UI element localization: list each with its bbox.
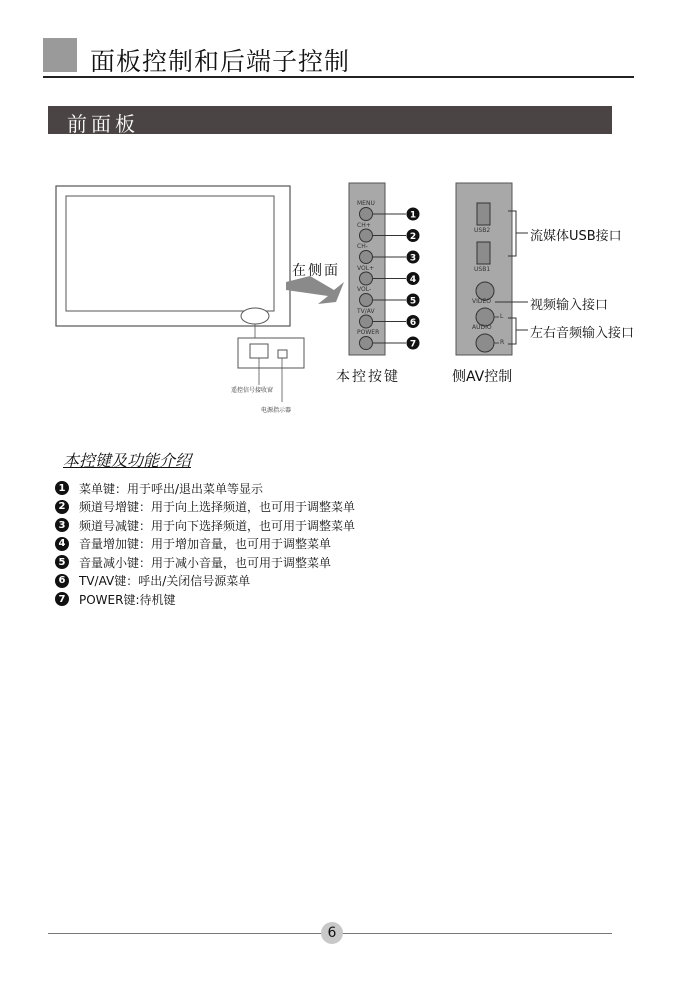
arrow-icon bbox=[286, 276, 344, 304]
audio-r-label: R bbox=[500, 339, 505, 346]
function-text: TV/AV键：呼出/关闭信号源菜单 bbox=[79, 574, 251, 588]
usb-callout: 流媒体USB接口 bbox=[530, 229, 622, 244]
panel-button-1 bbox=[360, 208, 373, 221]
panel-caption: 本控按键 bbox=[336, 369, 400, 385]
function-item bbox=[55, 516, 355, 534]
panel-button-4 bbox=[360, 272, 373, 285]
remote-receiver-label: 遥控信号接收窗 bbox=[231, 387, 274, 394]
function-text: 音量增加键：用于增加音量，也可用于调整菜单 bbox=[79, 537, 332, 551]
function-number: 3 bbox=[55, 518, 69, 532]
button-number: 6 bbox=[409, 318, 417, 328]
usb2-port bbox=[477, 203, 490, 225]
power-indicator-label: 电源指示器 bbox=[261, 407, 292, 414]
usb1-label: USB1 bbox=[474, 266, 491, 273]
button-label: MENU bbox=[357, 200, 375, 207]
button-label: VOL- bbox=[357, 286, 372, 293]
function-text: 音量减小键：用于减小音量，也可用于调整菜单 bbox=[79, 555, 332, 570]
tv-illustration bbox=[56, 186, 304, 402]
function-text: POWER键:待机键 bbox=[79, 592, 176, 607]
panel-button-6 bbox=[360, 315, 373, 328]
button-number: 1 bbox=[409, 210, 417, 221]
function-number: 6 bbox=[55, 574, 69, 588]
function-item bbox=[55, 590, 176, 608]
usb2-label: USB2 bbox=[474, 227, 491, 234]
remote-receiver-window bbox=[250, 344, 268, 358]
button-number: 5 bbox=[409, 296, 417, 307]
page-number: 6 bbox=[321, 922, 343, 944]
power-indicator bbox=[278, 350, 287, 358]
usb1-port bbox=[477, 242, 490, 264]
button-number: 3 bbox=[409, 253, 417, 264]
button-label: CH- bbox=[357, 243, 368, 250]
video-callout: 视频输入接口 bbox=[530, 298, 609, 313]
sensor-oval bbox=[241, 308, 269, 324]
page-title: 面板控制和后端子控制 bbox=[90, 47, 351, 76]
button-label: TV/AV bbox=[357, 307, 375, 315]
detail-box bbox=[238, 338, 304, 368]
function-text: 菜单键：用于呼出/退出菜单等显示 bbox=[79, 481, 264, 496]
functions-heading: 本控键及功能介绍 bbox=[63, 451, 192, 470]
panel-button-5 bbox=[360, 294, 373, 307]
function-item bbox=[55, 553, 331, 571]
av-caption: 侧AV控制 bbox=[452, 369, 513, 385]
function-number: 4 bbox=[55, 537, 69, 551]
panel-button-3 bbox=[360, 251, 373, 264]
button-label: VOL+ bbox=[357, 264, 375, 272]
function-item bbox=[55, 572, 250, 590]
function-number: 7 bbox=[55, 592, 69, 606]
button-label: POWER bbox=[357, 329, 380, 336]
button-number: 7 bbox=[409, 339, 417, 350]
function-item bbox=[55, 479, 263, 497]
function-text: 频道号增键：用于向上选择频道，也可用于调整菜单 bbox=[79, 500, 356, 514]
function-number: 2 bbox=[55, 500, 69, 514]
audio-r-jack bbox=[476, 334, 494, 352]
panel-button-7 bbox=[360, 337, 373, 350]
audio-l-label: L bbox=[500, 313, 504, 320]
function-number: 1 bbox=[55, 481, 69, 495]
function-item bbox=[55, 535, 331, 553]
side-label: 在侧面 bbox=[292, 263, 340, 279]
section-title: 前面板 bbox=[67, 112, 139, 136]
video-label: VIDEO bbox=[472, 298, 492, 305]
function-number: 5 bbox=[55, 555, 69, 569]
audio-label: AUDIO bbox=[472, 324, 492, 331]
audio-callout: 左右音频输入接口 bbox=[530, 326, 635, 341]
panel-button-2 bbox=[360, 229, 373, 242]
function-text: 频道号减键：用于向下选择频道，也可用于调整菜单 bbox=[79, 518, 356, 533]
button-number: 2 bbox=[409, 232, 417, 242]
function-item bbox=[55, 498, 355, 516]
button-label: CH+ bbox=[357, 221, 371, 229]
button-number: 4 bbox=[409, 275, 417, 285]
